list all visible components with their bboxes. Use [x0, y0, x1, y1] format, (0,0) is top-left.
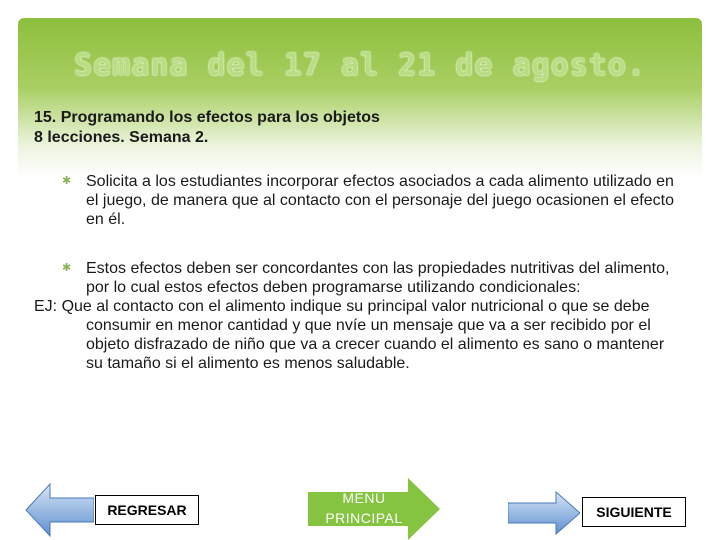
slide-title: Semana del 17 al 21 de agosto.: [74, 48, 646, 83]
example-text: EJ: Que al contacto con el alimento indique su principal valor nutricional o que se debe consumir en menor cantidad y que nvíe un mensaje que va a ser recibido por el objeto disfrazado de niño que va a crecer cuando el alimento es sano o mantener su tamaño si el alimento es menos saludable.: [34, 298, 665, 372]
main-menu-button[interactable]: MENÚ PRINCIPAL: [325, 490, 403, 526]
bullet-icon: ✱: [62, 262, 72, 274]
lesson-subtitle-line2: 8 lecciones. Semana 2.: [34, 129, 209, 146]
back-button[interactable]: REGRESAR: [95, 495, 199, 525]
bullet-text-1: Solicita a los estudiantes incorporar efectos asociados a cada alimento utilizado en el juego, de manera que al contacto con el personaje del juego ocasionen el efecto en él.: [86, 173, 674, 228]
bullet-icon: ✱: [62, 175, 72, 187]
bullet-text-2: Estos efectos deben ser concordantes con las propiedades nutritivas del alimento, por lo cual estos efectos deben programarse utilizando condicionales:: [86, 260, 670, 296]
lesson-subtitle-line1: 15. Programando los efectos para los objetos: [34, 109, 380, 126]
next-arrow-icon[interactable]: [508, 490, 580, 536]
bullet-item-1: [34, 172, 674, 229]
lesson-subtitle: [34, 108, 634, 148]
bullet-item-2: [34, 259, 674, 373]
back-arrow-icon[interactable]: [24, 482, 94, 538]
next-button[interactable]: SIGUIENTE: [582, 497, 686, 527]
